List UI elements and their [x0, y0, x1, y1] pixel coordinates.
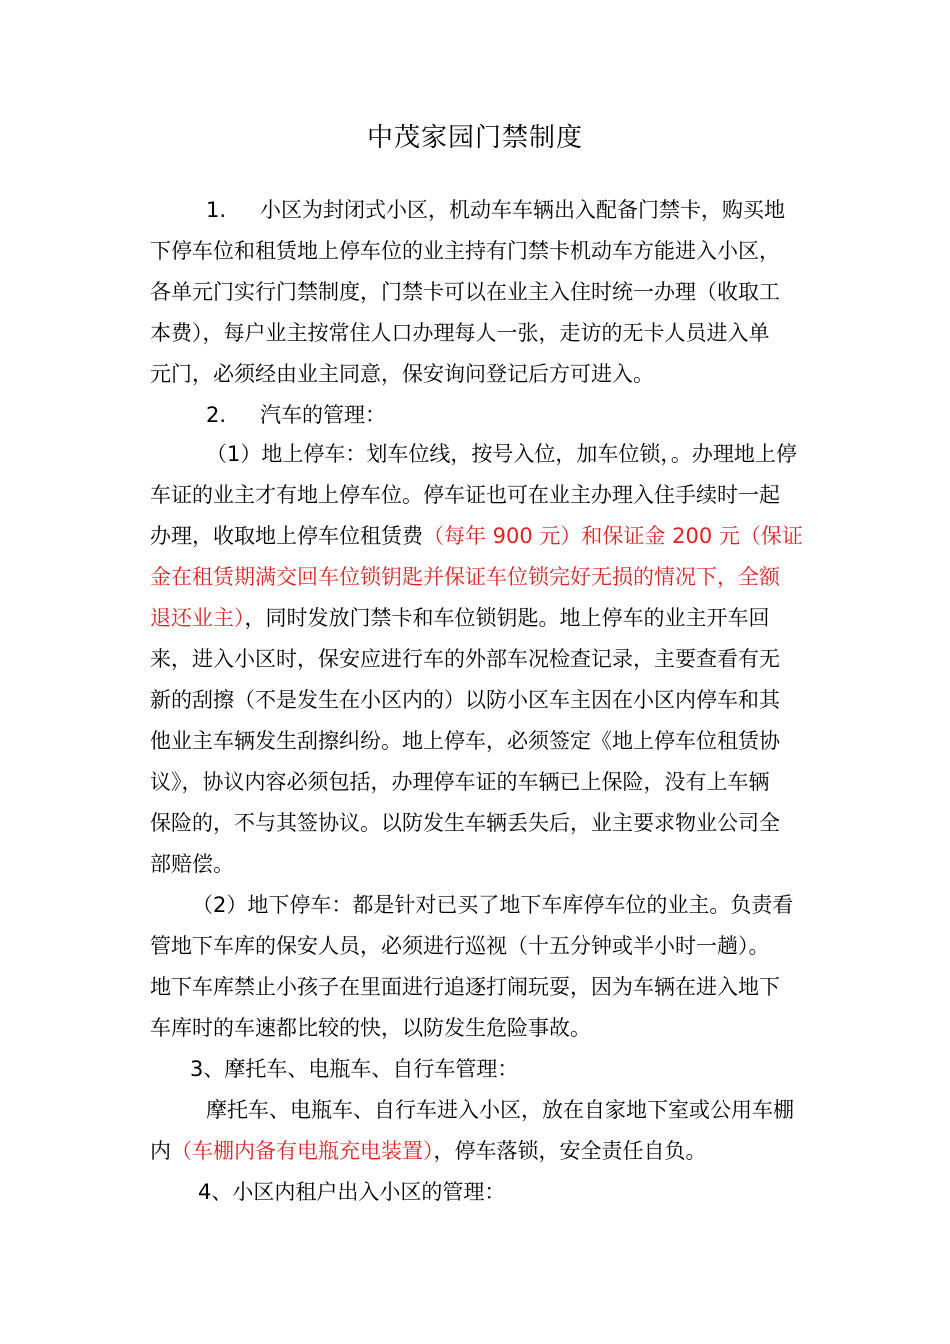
sub1-red-text: （每年 900 元）和保证金 200 元（保证	[423, 524, 803, 548]
sub1-red-line: 金在租赁期满交回车位锁钥匙并保证车位锁完好无损的情况下，全额	[150, 565, 780, 589]
section1-line: 本费），每户业主按常住人口办理每人一张，走访的无卡人员进入单	[150, 321, 770, 345]
sub1-line	[150, 598, 770, 638]
section2-heading-line	[206, 395, 386, 435]
sub2-line: （2）地下停车：都是针对已买了地下车库停车位的业主。负责看	[192, 893, 794, 917]
sub1-line: 议》，协议内容必须包括，办理停车证的车辆已上保险，没有上车辆	[150, 770, 770, 794]
sub1-text: 办理，收取地上停车位租赁费	[150, 524, 423, 548]
section1-line: 各单元门实行门禁制度，门禁卡可以在业主入住时统一办理（收取工	[150, 280, 780, 304]
sub1-line: 来，进入小区时，保安应进行车的外部车况检查记录，主要查看有无	[150, 647, 780, 671]
section3-red-text: （车棚内备有电瓶充电装置）	[171, 1139, 434, 1163]
document-title: 中茂家园门禁制度	[366, 123, 583, 153]
sub2-line: 管地下车库的保安人员，必须进行巡视（十五分钟或半小时一趟）。	[150, 934, 770, 958]
section3-heading: 3、摩托车、电瓶车、自行车管理：	[190, 1057, 519, 1081]
section2-heading: 汽车的管理：	[260, 403, 387, 427]
sub1-line: 他业主车辆发生刮擦纠纷。地上停车，必须签定《地上停车位租赁协	[150, 729, 780, 753]
section3-line	[150, 1131, 707, 1171]
sub2-line: 地下车库禁止小孩子在里面进行追逐打闹玩耍，因为车辆在进入地下	[150, 975, 780, 999]
sub1-line: （1）地上停车：划车位线，按号入位，加车位锁，。办理地上停	[206, 442, 797, 466]
section1-line: 下停车位和租赁地上停车位的业主持有门禁卡机动车方能进入小区，	[150, 239, 780, 263]
section3-text: 内	[150, 1139, 171, 1163]
sub1-text: ，同时发放门禁卡和车位锁钥匙。地上停车的业主开车回	[244, 606, 770, 630]
section4-heading: 4、小区内租户出入小区的管理：	[198, 1180, 506, 1204]
section3-line: 摩托车、电瓶车、自行车进入小区，放在自家地下室或公用车棚	[206, 1098, 794, 1122]
section3-text: ，停车落锁，安全责任自负。	[433, 1139, 707, 1163]
section1-line: 小区为封闭式小区，机动车车辆出入配备门禁卡，购买地	[260, 198, 786, 222]
section2-number: 2.	[206, 403, 227, 427]
section1-line: 元门，必须经由业主同意，保安询问登记后方可进入。	[150, 362, 654, 386]
sub1-line: 新的刮擦（不是发生在小区内的）以防小区车主因在小区内停车和其	[150, 688, 780, 712]
sub2-line: 车库时的车速都比较的快，以防发生危险事故。	[150, 1016, 591, 1040]
section1-first-line	[206, 190, 785, 230]
section1-number: 1.	[206, 198, 227, 222]
sub1-line: 保险的，不与其签协议。以防发生车辆丢失后，业主要求物业公司全	[150, 811, 780, 835]
sub1-line: 部赔偿。	[150, 852, 234, 876]
sub1-line	[150, 516, 803, 556]
sub1-red-text: 退还业主）	[150, 606, 245, 630]
sub1-line: 车证的业主才有地上停车位。停车证也可在业主办理入住手续时一起	[150, 483, 780, 507]
